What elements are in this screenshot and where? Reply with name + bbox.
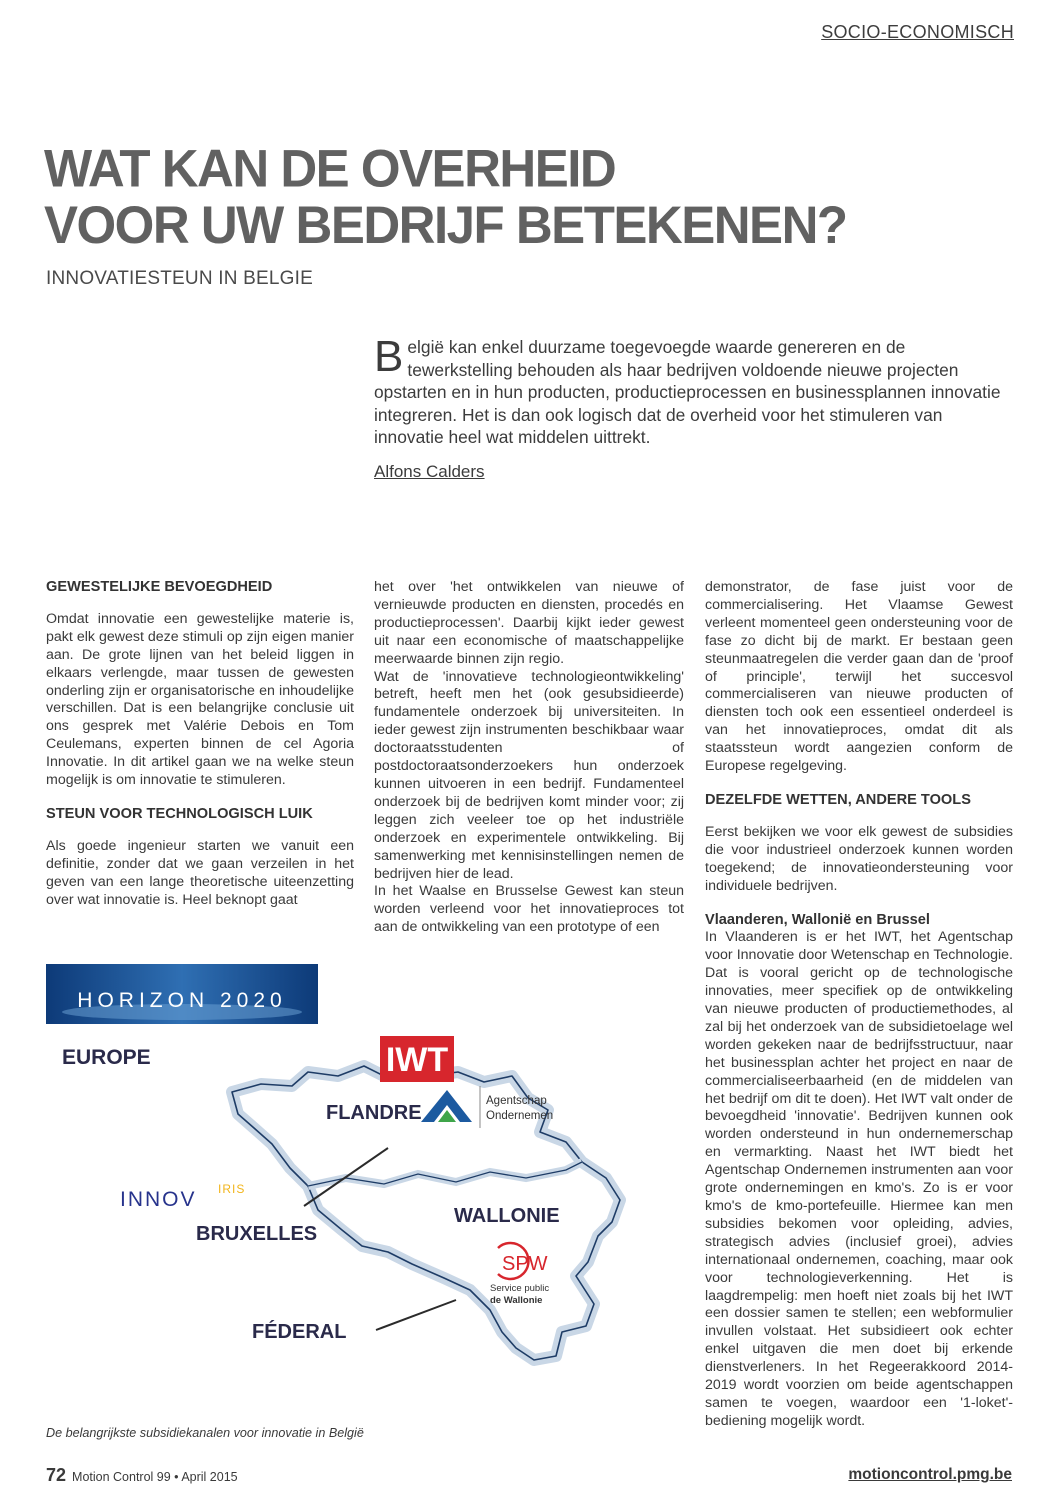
intro-paragraph — [374, 332, 1010, 449]
svg-text:Ondernemen: Ondernemen — [486, 1110, 554, 1122]
paragraph: Als goede ingenieur starten we vanuit een definitie, zonder dat we gaan verzeilen in het geven van een lange theoretische uiteenzetting over wat innovatie is. Heel beknopt gaat — [46, 837, 354, 908]
innoviris-logo — [120, 1182, 245, 1211]
svg-text:IRIS: IRIS — [218, 1182, 246, 1196]
label-flandre: FLANDRE — [326, 1102, 422, 1124]
svg-text:de Wallonie: de Wallonie — [490, 1295, 543, 1306]
heading-gewestelijke-bevoegdheid: GEWESTELIJKE BEVOEGDHEID — [46, 579, 273, 595]
paragraph: demonstrator, de fase juist voor de commercialisering. Het Vlaamse Gewest verleent momenteel geen ondersteuning voor de fase zo dicht bij de markt. Er bestaan geen steunmaatregelen die verder gaan dan de 'proof of principle', terwijl het succesvol commercialiseren van nieuwe producten of diensten toch ook een essentieel onderdeel is van het innovatieproces, omdat dit als staatssteun wordt aangezien conform de Europese regelgeving. — [705, 579, 1013, 775]
heading-steun-technologisch-luik: STEUN VOOR TECHNOLOGISCH LUIK — [46, 805, 313, 822]
belgium-outline — [232, 1066, 620, 1360]
horizon-label: HORIZON 2020 — [77, 989, 287, 1012]
iwt-logo — [380, 1036, 454, 1082]
paragraph: Wat de 'innovatieve technologieontwikkeling' betreft, heeft men het (ook gesubsidieerde) fundamentele onderzoek bij universiteiten. In ieder gewest zijn instrumenten beschikbaar waar doctoraatsstudenten of postdoctoraatsonderzoekers hun onderzoek kunnen uitvoeren in een bedrijf. Fundamenteel onderzoek bij de bedrijven komt minder voor; zij leggen zich veeleer toe op het industriële onderzoek en experimentele ontwikkeling. Bij samenwerking met kennisinstellingen nemen de bedrijven hier de lead. — [374, 668, 684, 882]
svg-text:SPW: SPW — [502, 1253, 548, 1275]
paragraph: Eerst bekijken we voor elk gewest de subsidies die voor industrieel onderzoek kunnen worden toegekend; de innovatieondersteuning voor individuele bedrijven. — [705, 823, 1013, 894]
horizon-2020-logo — [46, 964, 318, 1024]
label-bruxelles: BRUXELLES — [196, 1223, 318, 1245]
drop-cap: B — [374, 332, 404, 381]
subtitle: INNOVATIESTEUN IN BELGIE — [46, 268, 313, 289]
column-3 — [705, 579, 1013, 1431]
svg-text:Service public: Service public — [490, 1283, 550, 1294]
label-europe: EUROPE — [62, 1046, 151, 1069]
author-link[interactable]: Alfons Calders — [374, 462, 485, 481]
page-number: 72 — [46, 1465, 67, 1485]
title-line-1: WAT KAN DE OVERHEID — [44, 138, 616, 199]
column-2 — [374, 579, 684, 937]
label-wallonie: WALLONIE — [454, 1205, 560, 1227]
svg-text:INNOV: INNOV — [120, 1188, 197, 1211]
page-title — [44, 138, 864, 255]
footer-left — [46, 1465, 238, 1486]
intro-text: elgië kan enkel duurzame toegevoegde waarde genereren en de tewerkstelling behouden als haar bedrijven voldoende nieuwe projecten opstarten en in hun producten, productieprocessen en businessplannen innovatie integreren. Het is dan ook logisch dat de overheid voor het stimuleren van innovatie heel wat middelen uittrekt. — [374, 337, 1001, 448]
magazine-issue: Motion Control 99 • April 2015 — [72, 1470, 238, 1484]
paragraph: In het Waalse en Brusselse Gewest kan steun worden verleend voor het innovatieproces tot aan de ontwikkeling van een prototype of een — [374, 883, 684, 936]
heading-dezelfde-wetten: DEZELFDE WETTEN, ANDERE TOOLS — [705, 791, 971, 808]
column-1 — [46, 579, 354, 910]
belgium-subsidy-map — [46, 964, 685, 1418]
svg-text:IWT: IWT — [385, 1041, 449, 1079]
svg-text:Agentschap: Agentschap — [486, 1095, 547, 1107]
paragraph: In Vlaanderen is er het IWT, het Agentschap voor Innovatie door Wetenschap en Technologie. Dat is vooral gericht op de technologische innovaties, meer specifiek op de ontwikkeling van nieuwe producten of productiemethodes, al zal bij het onderzoek van de subsidietoelage wel worden gekeken naar de bedrijfsstructuur, naar het businessplan achter het project en naar de commercialiseerbaarheid (en de middelen van het bedrijf om dit te doen). Het IWT valt onder de bevoegdheid 'innovatie'. Bedrijven kunnen ook worden ondersteund in hun ondernemerschap en vermarkting. Naast het IWT biedt het Agentschap Ondernemen instrumenten aan voor grote ondernemingen en kmo's. Zo is er voor kmo's de kmo-portefeuille. Hiermee kan men subsidies bekomen voor opleiding, advies, strategisch advies (inclusief groei), advies internationaal ondernemen, coaching, maar ook voor technologieverkenning. Het is laagdrempelig: men hoeft niet zoals bij het IWT een dossier samen te stellen; een webformulier invullen volstaat. Het subsidieert ook echter enkel uitgaven die men doet bij erkende dienstverleners. In het Regeerakkoord 2014-2019 wordt voorzien om beide agentschappen samen te voegen, waardoor een '1-loket'-bediening mogelijk wordt. — [705, 929, 1013, 1429]
footer-url-link[interactable]: motioncontrol.pmg.be — [848, 1466, 1012, 1483]
paragraph: Omdat innovatie een gewestelijke materie is, pakt elk gewest deze stimuli op zijn eigen manier aan. De grote lijnen van het beleid liggen in elkaars verlengde, maar tussen de gewesten onderling zijn er organisatorische en inhoudelijke verschillen. Dat is een belangrijke conclusie uit ons gesprek met Valérie Debois en Tom Ceulemans, experten binnen de cel Agoria Innovatie. In dit artikel gaan we na welke steun mogelijk is om innovatie te stimuleren. — [46, 610, 354, 789]
heading-vlaanderen-wallonie-brussel: Vlaanderen, Wallonië en Brussel — [705, 911, 930, 928]
figure-caption: De belangrijkste subsidiekanalen voor innovatie in België — [46, 1426, 364, 1440]
section-tag: SOCIO-ECONOMISCH — [821, 22, 1014, 42]
title-line-2: VOOR UW BEDRIJF BETEKENEN? — [44, 194, 847, 255]
label-federal: FÉDERAL — [252, 1321, 347, 1343]
paragraph: het over 'het ontwikkelen van nieuwe of vernieuwde producten en diensten, procedés en productieprocessen'. Daarbij kijkt ieder gewest uit naar een economische of maatschappelijke meerwaarde binnen zijn regio. — [374, 579, 684, 667]
pointer-line-federal — [376, 1300, 456, 1330]
